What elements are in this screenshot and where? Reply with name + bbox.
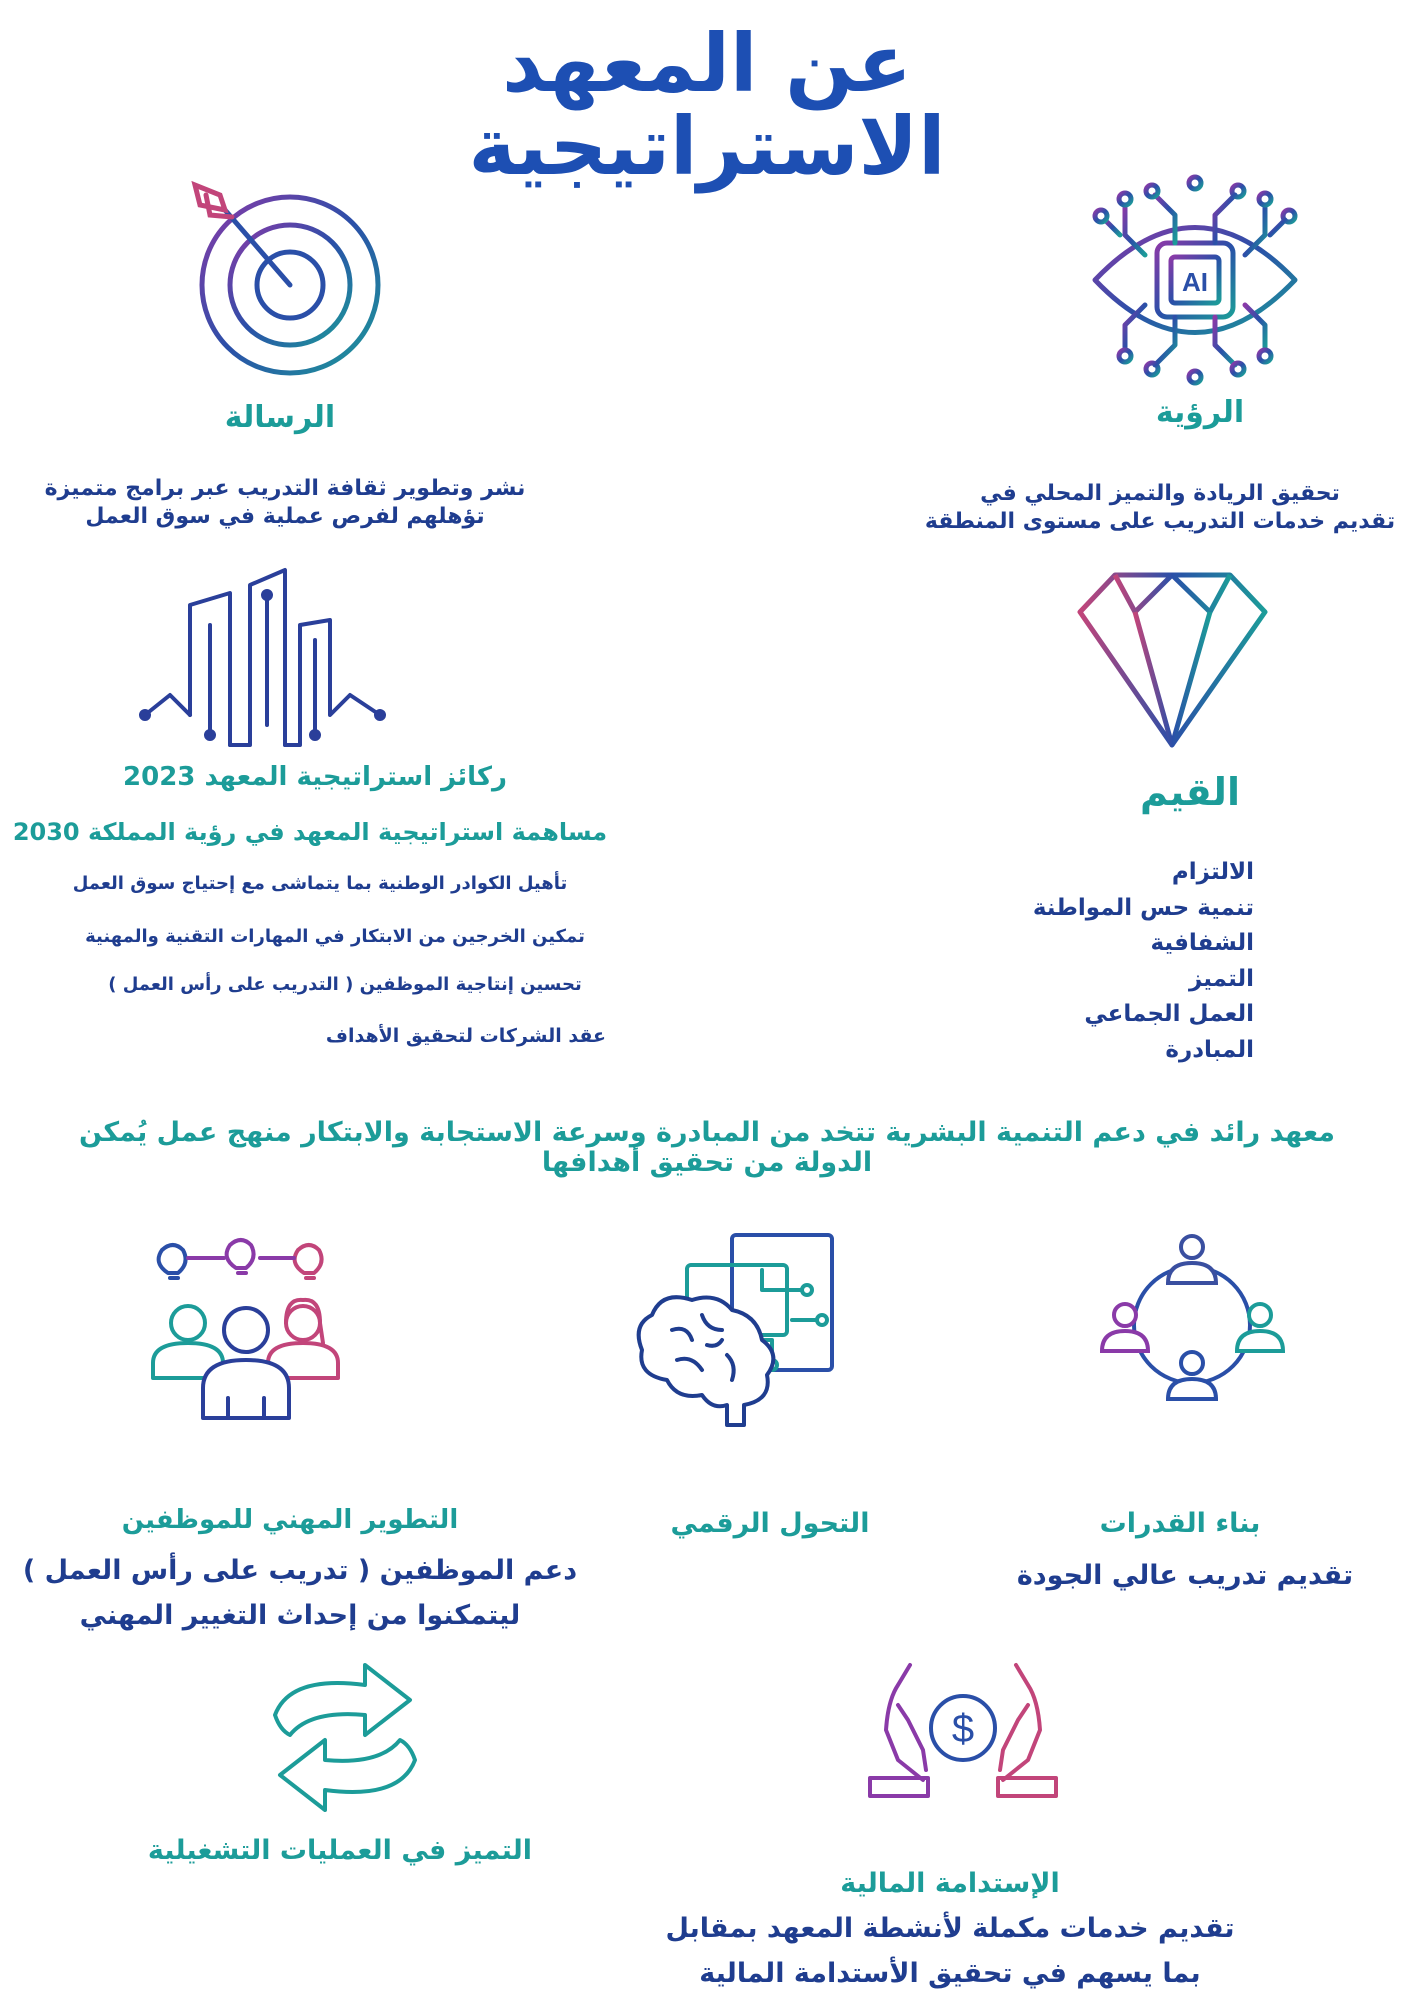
values-item: المبادرة <box>1165 1036 1254 1063</box>
ai-eye-icon <box>1085 175 1305 385</box>
values-item: الالتزام <box>1171 859 1254 885</box>
financial-line: تقديم خدمات مكملة لأنشطة المعهد بمقابل <box>665 1913 1235 1944</box>
team-ideas-icon <box>148 1238 348 1423</box>
capacity-title: بناء القدرات <box>1099 1508 1261 1539</box>
digital-title: التحول الرقمي <box>670 1508 870 1539</box>
values-list <box>854 855 1254 1068</box>
vision-heading: الرؤية <box>1155 395 1245 430</box>
values-item: تنمية حس المواطنة <box>1032 894 1254 921</box>
brain-circuit-icon <box>632 1230 842 1430</box>
pillar-item: تأهيل الكوادر الوطنية بما يتماشى مع إحتياج سوق العمل <box>72 873 568 894</box>
institute-statement <box>40 1118 1374 1178</box>
svg-text:AI: AI <box>1182 267 1208 297</box>
mission-line: تؤهلهم لفرص عملية في سوق العمل <box>85 504 485 529</box>
values-item: التميز <box>1188 965 1254 992</box>
pillar-item: عقد الشركات لتحقيق الأهداف <box>325 1025 606 1047</box>
statement-line: معهد رائد في دعم التنمية البشرية تتخد من المبادرة وسرعة الاستجابة والابتكار منهج عمل يُمكن <box>79 1117 1335 1148</box>
values-item: العمل الجماعي <box>1084 1001 1254 1027</box>
svg-text:$: $ <box>951 1707 975 1751</box>
hands-dollar-icon <box>868 1660 1058 1800</box>
development-desc <box>20 1548 580 1638</box>
target-icon <box>180 175 380 380</box>
cycle-arrows-icon <box>270 1660 420 1815</box>
city-circuit-icon <box>140 565 390 755</box>
vision-text <box>920 480 1400 536</box>
page-title-line1: عن المعهد <box>502 17 912 110</box>
vision-line: تقديم خدمات التدريب على مستوى المنطقة <box>924 509 1396 534</box>
pillars-subheading: مساهمة استراتيجية المعهد في رؤية المملكة 2030 <box>12 818 608 846</box>
mission-line: نشر وتطوير ثقافة التدريب عبر برامج متميزة <box>44 476 526 501</box>
mission-text <box>20 475 550 531</box>
diamond-icon <box>1075 570 1270 750</box>
development-title: التطوير المهني للموظفين <box>121 1505 459 1535</box>
pillar-item: تحسين إنتاجية الموظفين ( التدريب على رأس العمل ) <box>108 974 582 995</box>
pillar-item: تمكين الخرجين من الابتكار في المهارات التقنية والمهنية <box>85 926 585 947</box>
vision-line: تحقيق الريادة والتميز المحلي في <box>980 481 1340 506</box>
operations-title: التميز في العمليات التشغيلية <box>147 1835 533 1866</box>
values-heading: القيم <box>1140 770 1240 814</box>
financial-desc <box>640 1906 1260 1996</box>
mission-heading: الرسالة <box>224 400 336 435</box>
capacity-desc: تقديم تدريب عالي الجودة <box>1016 1560 1354 1591</box>
values-item: الشفافية <box>1150 930 1254 956</box>
pillars-heading: ركائز استراتيجية المعهد 2023 <box>123 762 507 792</box>
financial-line: بما يسهم في تحقيق الأستدامة المالية <box>699 1958 1201 1989</box>
page-title-line2: الاستراتيجية <box>468 100 946 193</box>
statement-line: الدولة من تحقيق أهدافها <box>541 1147 873 1178</box>
people-network-icon <box>1100 1235 1285 1415</box>
financial-title: الإستدامة المالية <box>840 1868 1060 1899</box>
development-line: دعم الموظفين ( تدريب على رأس العمل ) <box>22 1555 578 1586</box>
development-line: ليتمكنوا من إحداث التغيير المهني <box>79 1600 521 1631</box>
